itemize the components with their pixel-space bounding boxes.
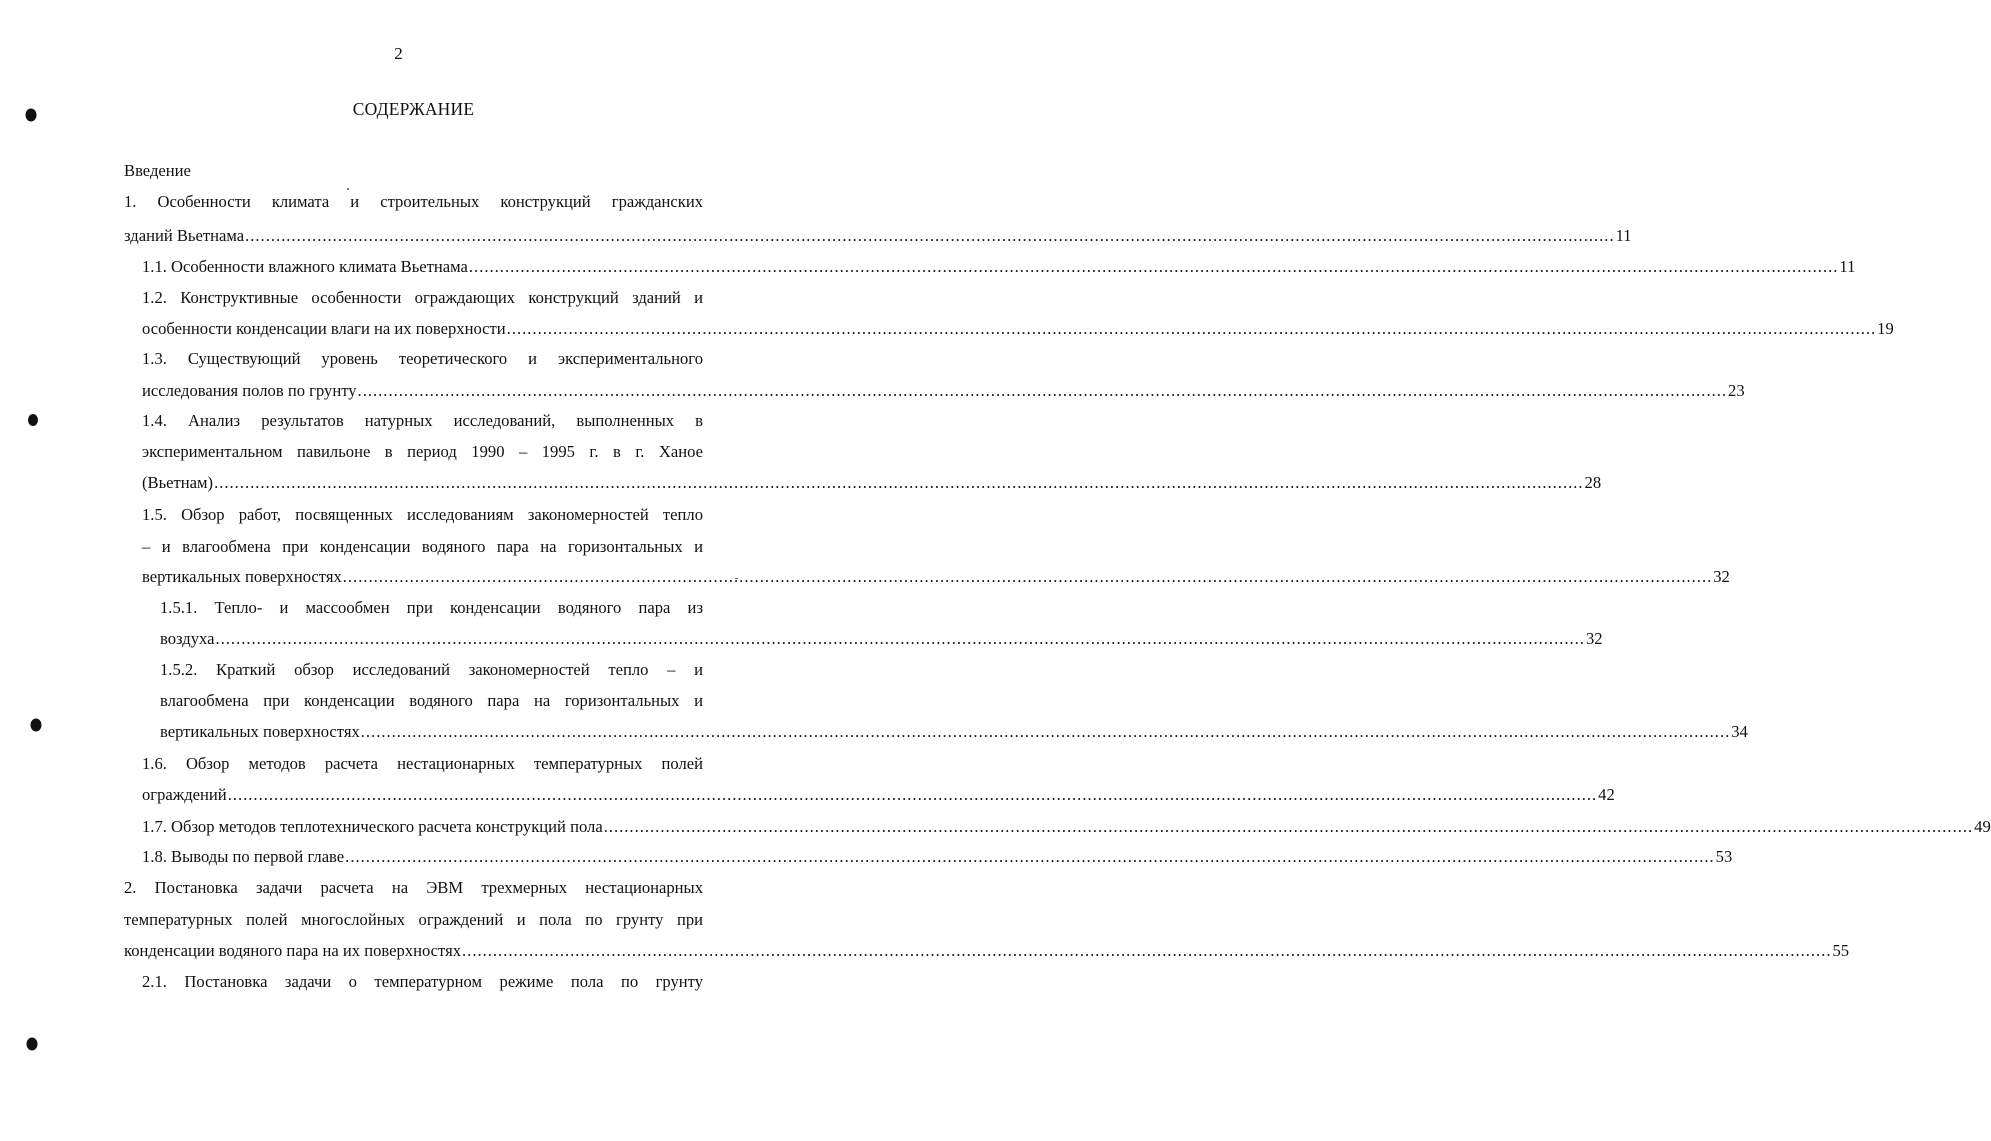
toc-entry-2-page: 55 xyxy=(1832,941,1850,960)
toc-entry-2-1-line1: 2.1. Постановка задачи о температурном режиме пола по грунту xyxy=(142,972,703,991)
toc-entry-1-4-line1: 1.4. Анализ результатов натурных исследований, выполненных в xyxy=(142,411,703,430)
toc-intro-label: Введение xyxy=(124,161,191,180)
dot-leader: .......................................................................................................................................................................................................................................................................... xyxy=(215,629,1585,648)
dot-leader: .......................................................................................................................................................................................................................................................................... xyxy=(468,257,1839,276)
dot-leader: .......................................................................................................................................................................................................................................................................... xyxy=(357,381,1728,400)
binding-hole-mark xyxy=(27,1038,38,1051)
toc-entry-1-3-text: исследования полов по грунту xyxy=(142,381,357,400)
toc-entry-1-5-page: 32 xyxy=(1713,567,1730,586)
toc-entry-1-5-line1: 1.5. Обзор работ, посвященных исследованиям закономерностей тепло xyxy=(142,505,703,524)
toc-entry-1-5-2-line1: 1.5.2. Краткий обзор исследований закономерностей тепло – и xyxy=(160,660,703,679)
toc-entry-1-5-1-page: 32 xyxy=(1585,629,1603,648)
toc-entry-1-5-line3 xyxy=(142,565,1730,589)
toc-intro xyxy=(124,159,191,183)
toc-entry-1-7-text: 1.7. Обзор методов теплотехнического расчета конструкций пола xyxy=(142,817,603,836)
toc-entry-2-line1: 2. Постановка задачи расчета на ЭВМ трехмерных нестационарных xyxy=(124,878,703,897)
toc-entry-1-5-1-line2 xyxy=(160,627,1603,651)
toc-entry-1-5-line2: – и влагообмена при конденсации водяного пара на горизонтальных и xyxy=(142,537,703,556)
toc-entry-1-8-page: 53 xyxy=(1715,847,1733,866)
toc-entry-1-5-text: вертикальных поверхностях xyxy=(142,567,342,586)
dot-leader: .......................................................................................................................................................................................................................................................................... xyxy=(360,722,1731,741)
toc-entry-1-6-text: ограждений xyxy=(142,785,227,804)
toc-entry-1-8 xyxy=(142,845,1733,869)
toc-entry-1-5-2-line2: влагообмена при конденсации водяного пара на горизонтальных и xyxy=(160,691,703,710)
toc-entry-1-2-line1: 1.2. Конструктивные особенности ограждающих конструкций зданий и xyxy=(142,288,703,307)
toc-entry-1-4-line3 xyxy=(142,471,1602,495)
toc-entry-1-4-line2: экспериментальном павильоне в период 1990 – 1995 г. в г. Ханое xyxy=(142,442,703,461)
toc-entry-1-3-line1: 1.3. Существующий уровень теоретического и экспериментального xyxy=(142,349,703,368)
toc-entry-1-line1: 1. Особенности климата и строительных конструкций гражданских xyxy=(124,192,703,211)
toc-entry-1-5-2-page: 34 xyxy=(1731,722,1748,741)
toc-entry-1-2-page: 19 xyxy=(1877,319,1894,338)
toc-entry-1-7-page: 49 xyxy=(1974,817,1991,836)
binding-hole-mark xyxy=(28,414,38,426)
toc-entry-1-2-line2 xyxy=(142,317,1894,341)
dot-leader: .......................................................................................................................................................................................................................................................................... xyxy=(462,941,1832,960)
page-title: СОДЕРЖАНИЕ xyxy=(352,99,475,119)
toc-entry-1-1-page: 11 xyxy=(1839,257,1856,276)
dot-leader: .......................................................................................................................................................................................................................................................................... xyxy=(603,817,1974,836)
toc-entry-1-text: зданий Вьетнама xyxy=(124,226,245,245)
toc-entry-1-6-page: 42 xyxy=(1598,785,1615,804)
binding-hole-mark xyxy=(31,719,42,732)
toc-entry-2-text: конденсации водяного пара на их поверхностях xyxy=(124,941,462,960)
toc-entry-1-5-2-line3 xyxy=(160,720,1748,744)
dot-leader: .......................................................................................................................................................................................................................................................................... xyxy=(342,567,1713,586)
toc-entry-1-3-line2 xyxy=(142,379,1745,403)
toc-entry-1-5-1-text: воздуха xyxy=(160,629,215,648)
dot-leader: .......................................................................................................................................................................................................................................................................... xyxy=(245,226,1615,245)
toc-entry-1-4-page: 28 xyxy=(1584,473,1602,492)
toc-entry-2-line2: температурных полей многослойных ограждений и пола по грунту при xyxy=(124,910,703,929)
dot-leader: .......................................................................................................................................................................................................................................................................... xyxy=(506,319,1877,338)
dot-leader: .......................................................................................................................................................................................................................................................................... xyxy=(227,785,1598,804)
toc-entry-1-5-1-line1: 1.5.1. Тепло- и массообмен при конденсации водяного пара из xyxy=(160,598,703,617)
dot-leader: .......................................................................................................................................................................................................................................................................... xyxy=(214,473,1584,492)
toc-entry-1-8-text: 1.8. Выводы по первой главе xyxy=(142,847,345,866)
toc-entry-1-1 xyxy=(142,255,1856,279)
toc-entry-1-5-2-text: вертикальных поверхностях xyxy=(160,722,360,741)
toc-entry-1-4-text: (Вьетнам) xyxy=(142,473,214,492)
toc-entry-1-1-text: 1.1. Особенности влажного климата Вьетнама xyxy=(142,257,468,276)
page-number: 2 xyxy=(394,44,403,63)
toc-entry-1-6-line1: 1.6. Обзор методов расчета нестационарных температурных полей xyxy=(142,754,703,773)
toc-entry-1-7 xyxy=(142,815,1991,839)
toc-entry-1-page: 11 xyxy=(1615,226,1632,245)
toc-entry-1-3-page: 23 xyxy=(1728,381,1745,400)
toc-entry-2-line3 xyxy=(124,939,1850,963)
dot-leader: .......................................................................................................................................................................................................................................................................... xyxy=(345,847,1715,866)
toc-entry-1-2-text: особенности конденсации влаги на их поверхности xyxy=(142,319,506,338)
toc-entry-1-line2 xyxy=(124,224,1632,248)
toc-entry-1-6-line2 xyxy=(142,783,1615,807)
